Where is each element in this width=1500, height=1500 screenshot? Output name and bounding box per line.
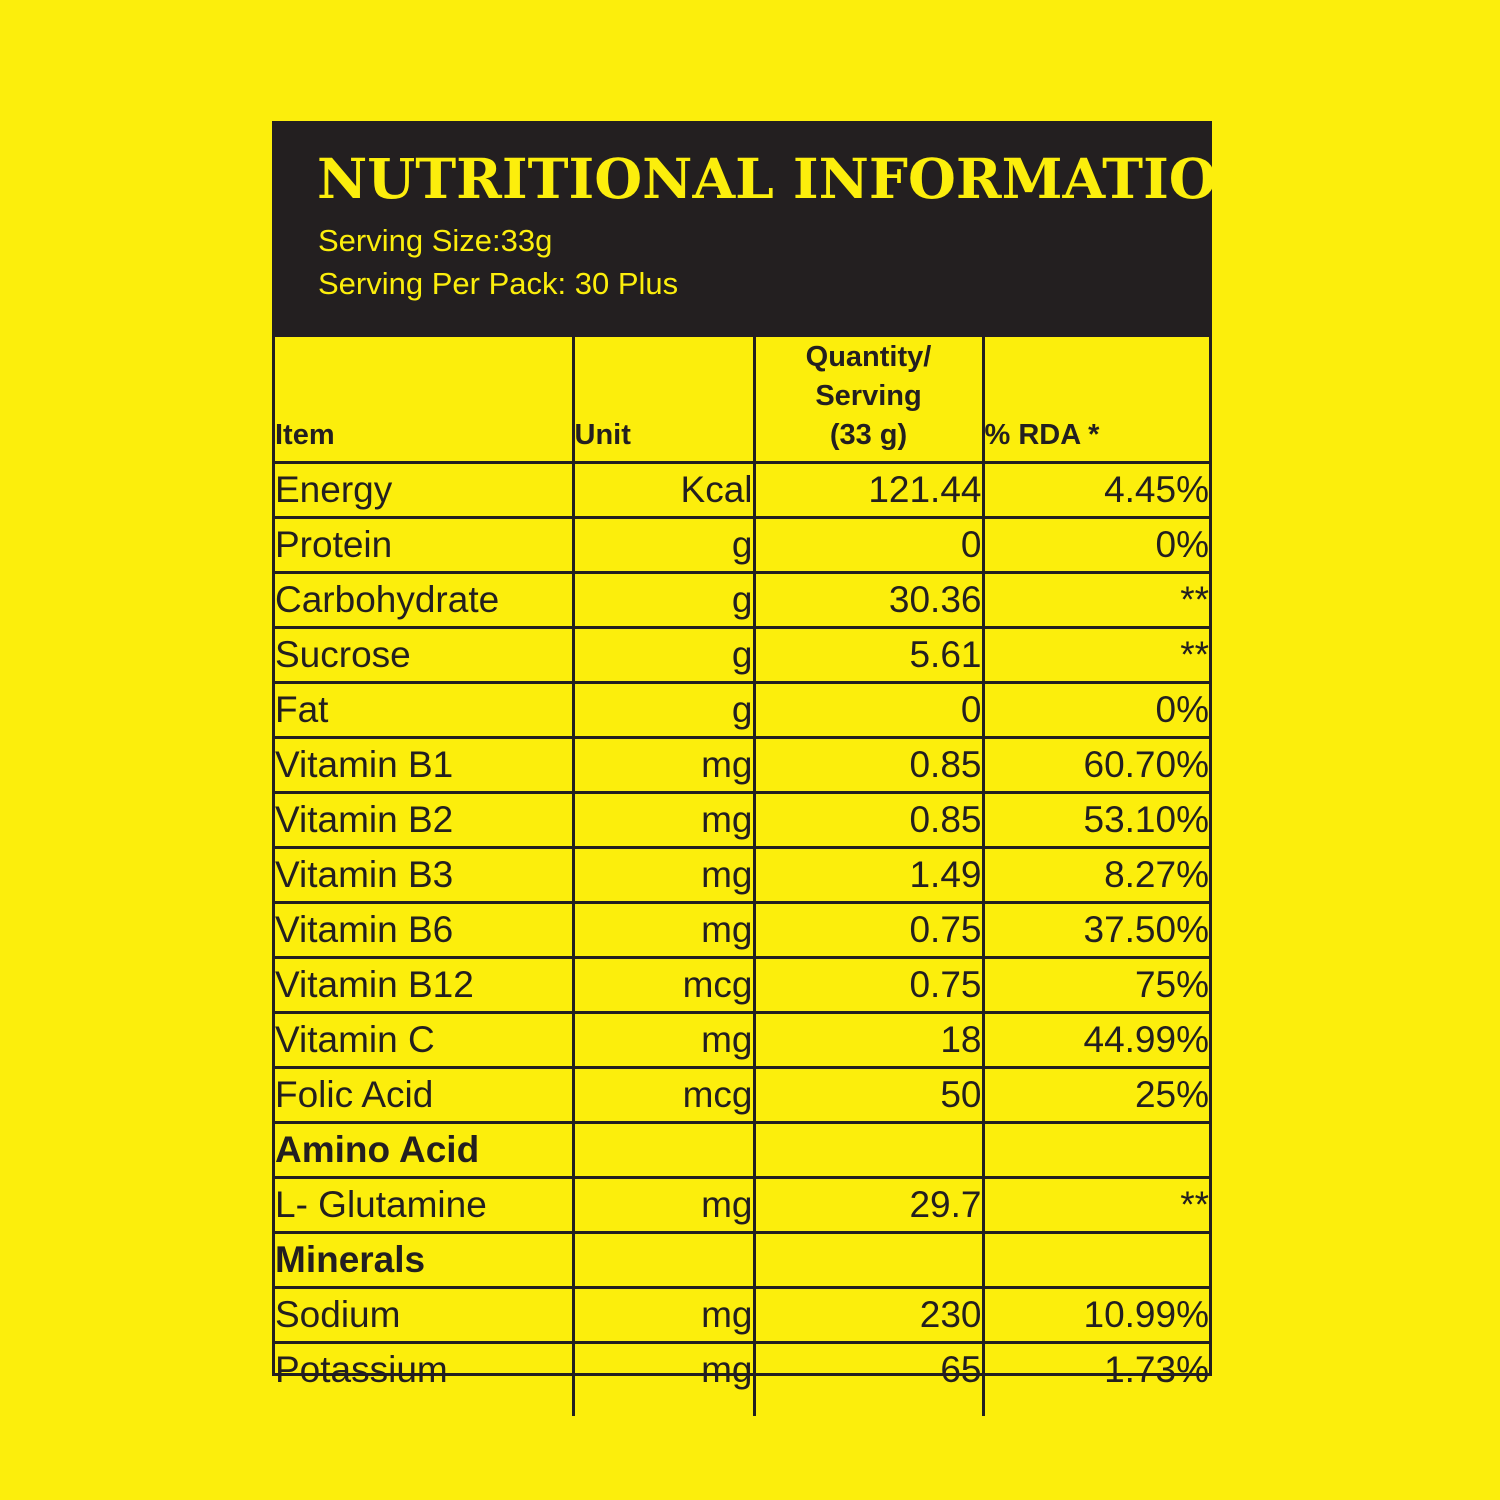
column-header-quantity-line1: Quantity/ [805,340,932,373]
item-cell: Sucrose [275,627,573,682]
item-cell: L- Glutamine [275,1177,573,1232]
rda-cell: ** [983,572,1209,627]
quantity-cell: 30.36 [754,572,983,627]
serving-size: Serving Size:33g [318,223,553,258]
quantity-cell: 29.7 [754,1177,983,1232]
unit-cell: mg [573,737,754,792]
quantity-cell: 18 [754,1012,983,1067]
table-row [275,1177,1209,1232]
section-row [275,1122,1209,1177]
rda-cell: 8.27% [983,847,1209,902]
column-header-quantity [754,337,983,462]
table-row [275,1287,1209,1342]
item-cell: Carbohydrate [275,572,573,627]
unit-cell: g [573,682,754,737]
unit-cell: mg [573,902,754,957]
table-row [275,902,1209,957]
unit-cell: mg [573,792,754,847]
item-cell: Potassium [275,1342,573,1416]
unit-cell: g [573,627,754,682]
unit-cell: mg [573,1287,754,1342]
item-cell: Fat [275,682,573,737]
item-cell: Energy [275,462,573,517]
column-header-rda: % RDA * [983,337,1209,462]
item-cell: Minerals [275,1232,573,1287]
column-header-quantity-line3: (33 g) [829,418,908,451]
rda-cell: ** [983,627,1209,682]
column-header-quantity-line2: Serving [815,379,922,412]
table-row [275,737,1209,792]
item-cell: Amino Acid [275,1122,573,1177]
unit-cell: mcg [573,1067,754,1122]
quantity-cell: 1.49 [754,847,983,902]
panel-title: NUTRITIONAL INFORMATION [317,146,1267,211]
rda-cell: 75% [983,957,1209,1012]
unit-cell: mg [573,847,754,902]
unit-cell: mg [573,1342,754,1416]
unit-cell: Kcal [573,462,754,517]
table-row [275,1012,1209,1067]
quantity-cell: 0.75 [754,902,983,957]
item-cell: Vitamin B6 [275,902,573,957]
table-row [275,517,1209,572]
quantity-cell: 0.75 [754,957,983,1012]
column-header-unit: Unit [573,337,754,462]
section-row [275,1232,1209,1287]
table-row [275,792,1209,847]
table-row [275,957,1209,1012]
rda-cell: 1.73% [1104,1348,1209,1390]
table-row [275,1067,1209,1122]
table-row [275,627,1209,682]
unit-cell [573,1122,754,1177]
rda-cell: 60.70% [983,737,1209,792]
quantity-cell: 0.85 [754,792,983,847]
table-row [275,847,1209,902]
item-cell: Vitamin C [275,1012,573,1067]
nutrition-table [275,337,1209,1416]
quantity-cell: 5.61 [754,627,983,682]
serving-per-pack: Serving Per Pack: 30 Plus [318,266,679,301]
rda-cell: 37.50% [983,902,1209,957]
rda-cell [983,1232,1209,1287]
quantity-cell: 50 [754,1067,983,1122]
rda-cell: ** [983,1177,1209,1232]
table-row [275,682,1209,737]
item-cell: Vitamin B2 [275,792,573,847]
item-cell: Protein [275,517,573,572]
rda-cell: 0% [983,517,1209,572]
quantity-cell: 230 [754,1287,983,1342]
quantity-cell: 121.44 [754,462,983,517]
unit-cell [573,1232,754,1287]
item-cell: Vitamin B12 [275,957,573,1012]
unit-cell: g [573,517,754,572]
table-row [275,1342,1209,1416]
item-cell: Folic Acid [275,1067,573,1122]
quantity-cell [754,1232,983,1287]
rda-cell: 44.99% [983,1012,1209,1067]
item-cell: Vitamin B1 [275,737,573,792]
unit-cell: mcg [573,957,754,1012]
rda-cell: 53.10% [983,792,1209,847]
rda-cell: 25% [983,1067,1209,1122]
rda-cell [983,1122,1209,1177]
quantity-cell: 0 [754,517,983,572]
quantity-cell [754,1122,983,1177]
table-body [275,462,1209,1416]
rda-cell: 4.45% [983,462,1209,517]
nutrition-panel [272,121,1267,1390]
item-cell: Vitamin B3 [275,847,573,902]
column-header-item: Item [275,337,573,462]
rda-cell: 10.99% [983,1287,1209,1342]
table-header-row [275,337,1209,462]
unit-cell: mg [573,1177,754,1232]
table-row [275,572,1209,627]
rda-cell: 0% [983,682,1209,737]
quantity-cell: 65 [754,1342,983,1416]
panel-header [275,124,1267,337]
unit-cell: g [573,572,754,627]
table-row [275,462,1209,517]
unit-cell: mg [573,1012,754,1067]
item-cell: Sodium [275,1287,573,1342]
quantity-cell: 0.85 [754,737,983,792]
quantity-cell: 0 [754,682,983,737]
